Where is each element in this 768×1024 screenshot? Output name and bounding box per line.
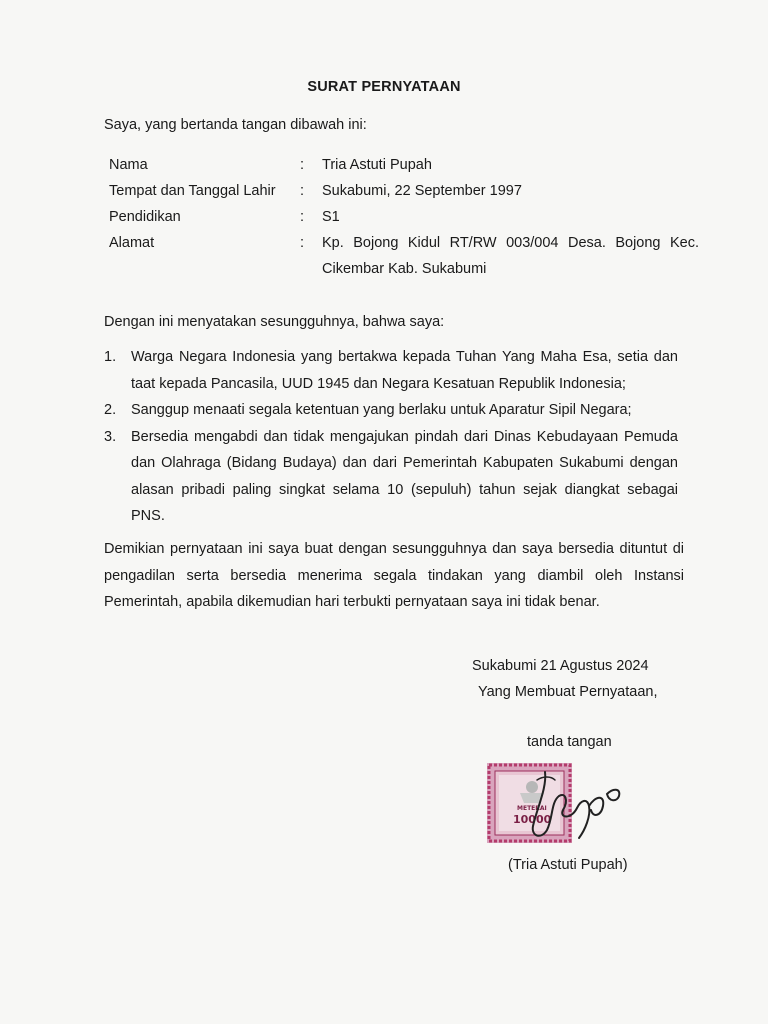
list-item-number: 3. xyxy=(104,428,117,445)
list-item-text: Bersedia mengabdi dan tidak mengajukan pindah dari Dinas Kebudayaan Pemuda dan Olahraga (Bidang Budaya) dan dari Pemerintah Kabupaten Sukabumi dengan alasan pribadi paling singkat selama 10 (sepuluh) tahun sejak diangkat sebagai PNS. xyxy=(131,428,678,524)
identity-row-address xyxy=(109,230,699,282)
stamp-text: METERAI xyxy=(517,805,547,812)
identity-row-education xyxy=(109,204,699,230)
identity-table xyxy=(109,152,699,282)
signature-label: tanda tangan xyxy=(527,734,612,750)
list-item-text: Warga Negara Indonesia yang bertakwa kepada Tuhan Yang Maha Esa, setia dan taat kepada Pancasila, UUD 1945 dan Negara Kesatuan Republik Indonesia; xyxy=(131,349,678,392)
identity-value: Tria Astuti Pupah xyxy=(322,157,432,173)
identity-label: Tempat dan Tanggal Lahir xyxy=(109,183,276,199)
intro-text: Saya, yang bertanda tangan dibawah ini: xyxy=(104,117,367,133)
identity-label: Pendidikan xyxy=(109,209,181,225)
closing-paragraph: Demikian pernyataan ini saya buat dengan sesungguhnya dan saya bersedia dituntut di pengadilan serta bersedia menerima segala tindakan yang diambil oleh Instansi Pemerintah, apabila dikemudian hari terbukti pernyataan saya ini tidak benar. xyxy=(104,541,684,610)
list-item-text: Sanggup menaati segala ketentuan yang berlaku untuk Aparatur Sipil Negara; xyxy=(131,402,632,418)
signer-name: (Tria Astuti Pupah) xyxy=(508,857,628,873)
identity-value: Kp. Bojong Kidul RT/RW 003/004 Desa. Bojong Kec. Cikembar Kab. Sukabumi xyxy=(322,235,699,277)
declaration-intro: Dengan ini menyatakan sesungguhnya, bahwa saya: xyxy=(104,314,445,330)
document-title: SURAT PERNYATAAN xyxy=(307,79,461,95)
identity-label: Alamat xyxy=(109,235,155,251)
list-item xyxy=(104,424,678,530)
handwritten-signature xyxy=(507,760,637,850)
list-item-number: 1. xyxy=(104,349,117,365)
identity-colon: : xyxy=(300,235,305,251)
identity-value: Sukabumi, 22 September 1997 xyxy=(322,183,522,199)
identity-value: S1 xyxy=(322,209,340,225)
list-item-number: 2. xyxy=(104,402,117,418)
identity-colon: : xyxy=(300,157,305,173)
identity-label: Nama xyxy=(109,157,148,173)
maker-label: Yang Membuat Pernyataan, xyxy=(478,684,658,700)
identity-row-name xyxy=(109,152,699,178)
list-item xyxy=(104,344,678,397)
place-date: Sukabumi 21 Agustus 2024 xyxy=(472,658,649,674)
list-item xyxy=(104,397,678,424)
identity-row-birth xyxy=(109,178,699,204)
identity-colon: : xyxy=(300,183,305,199)
stamp-value: 10000 xyxy=(513,813,552,826)
statement-list xyxy=(104,344,678,530)
identity-colon: : xyxy=(300,209,305,225)
